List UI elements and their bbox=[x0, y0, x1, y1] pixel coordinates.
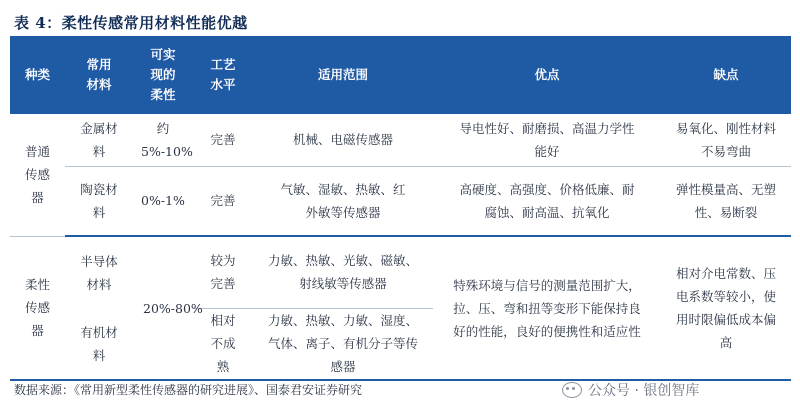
header-cons: 缺点 bbox=[661, 36, 791, 114]
watermark bbox=[562, 380, 699, 400]
flex-cell: 20%-80% bbox=[133, 236, 193, 380]
header-flex: 可实现的柔性 bbox=[133, 36, 193, 114]
pros-cell: 导电性好、耐磨损、高温力学性能好 bbox=[433, 114, 661, 166]
scope-cell: 机械、电磁传感器 bbox=[253, 114, 433, 166]
material-cell: 陶瓷材料 bbox=[65, 166, 133, 236]
header-category: 种类 bbox=[10, 36, 65, 114]
process-cell: 完善 bbox=[193, 166, 253, 236]
flex-cell: 0%-1% bbox=[133, 166, 193, 236]
wechat-icon bbox=[562, 382, 582, 398]
category-cell: 普通传感器 bbox=[10, 114, 65, 236]
cons-cell: 易氧化、刚性材料不易弯曲 bbox=[661, 114, 791, 166]
flex-cell: 约 5%-10% bbox=[133, 114, 193, 166]
header-material: 常用材料 bbox=[65, 36, 133, 114]
table-title: 表 4：柔性传感常用材料性能优越 bbox=[14, 14, 248, 32]
source-note: 数据来源：《常用新型柔性传感器的研究进展》、国泰君安证券研究 bbox=[14, 383, 363, 397]
cons-cell: 相对介电常数、压电系数等较小，使用时限偏低成本偏高 bbox=[661, 236, 791, 380]
scope-cell: 力敏、热敏、力敏、湿度、气体、离子、有机分子等传感器 bbox=[253, 308, 433, 380]
category-cell: 柔性传感器 bbox=[10, 236, 65, 380]
header-pros: 优点 bbox=[433, 36, 661, 114]
pros-cell: 高硬度、高强度、价格低廉、耐腐蚀、耐高温、抗氧化 bbox=[433, 166, 661, 236]
table-row bbox=[10, 166, 791, 236]
material-cell: 半导体材料 bbox=[80, 253, 118, 292]
material-cell: 金属材料 bbox=[65, 114, 133, 166]
cons-cell: 弹性模量高、无塑性、易断裂 bbox=[661, 166, 791, 236]
process-cell: 完善 bbox=[193, 114, 253, 166]
comparison-table bbox=[10, 36, 791, 381]
header-row bbox=[10, 36, 791, 114]
header-scope: 适用范围 bbox=[253, 36, 433, 114]
material-cell: 有机材料 bbox=[65, 308, 133, 380]
pros-cell: 特殊环境与信号的测量范围扩大，拉、压、弯和扭等变形下能保持良好的性能，良好的便携性和适应性 bbox=[433, 236, 661, 380]
process-cell: 相对不成熟 bbox=[193, 308, 253, 380]
process-cell: 较为完善 bbox=[193, 236, 253, 308]
table-row bbox=[10, 236, 791, 308]
scope-cell: 力敏、热敏、光敏、磁敏、射线敏等传感器 bbox=[253, 236, 433, 308]
table-row bbox=[10, 114, 791, 166]
header-process: 工艺水平 bbox=[193, 36, 253, 114]
watermark-text: 公众号 · 银创智库 bbox=[588, 383, 700, 399]
scope-cell: 气敏、湿敏、热敏、红外敏等传感器 bbox=[253, 166, 433, 236]
